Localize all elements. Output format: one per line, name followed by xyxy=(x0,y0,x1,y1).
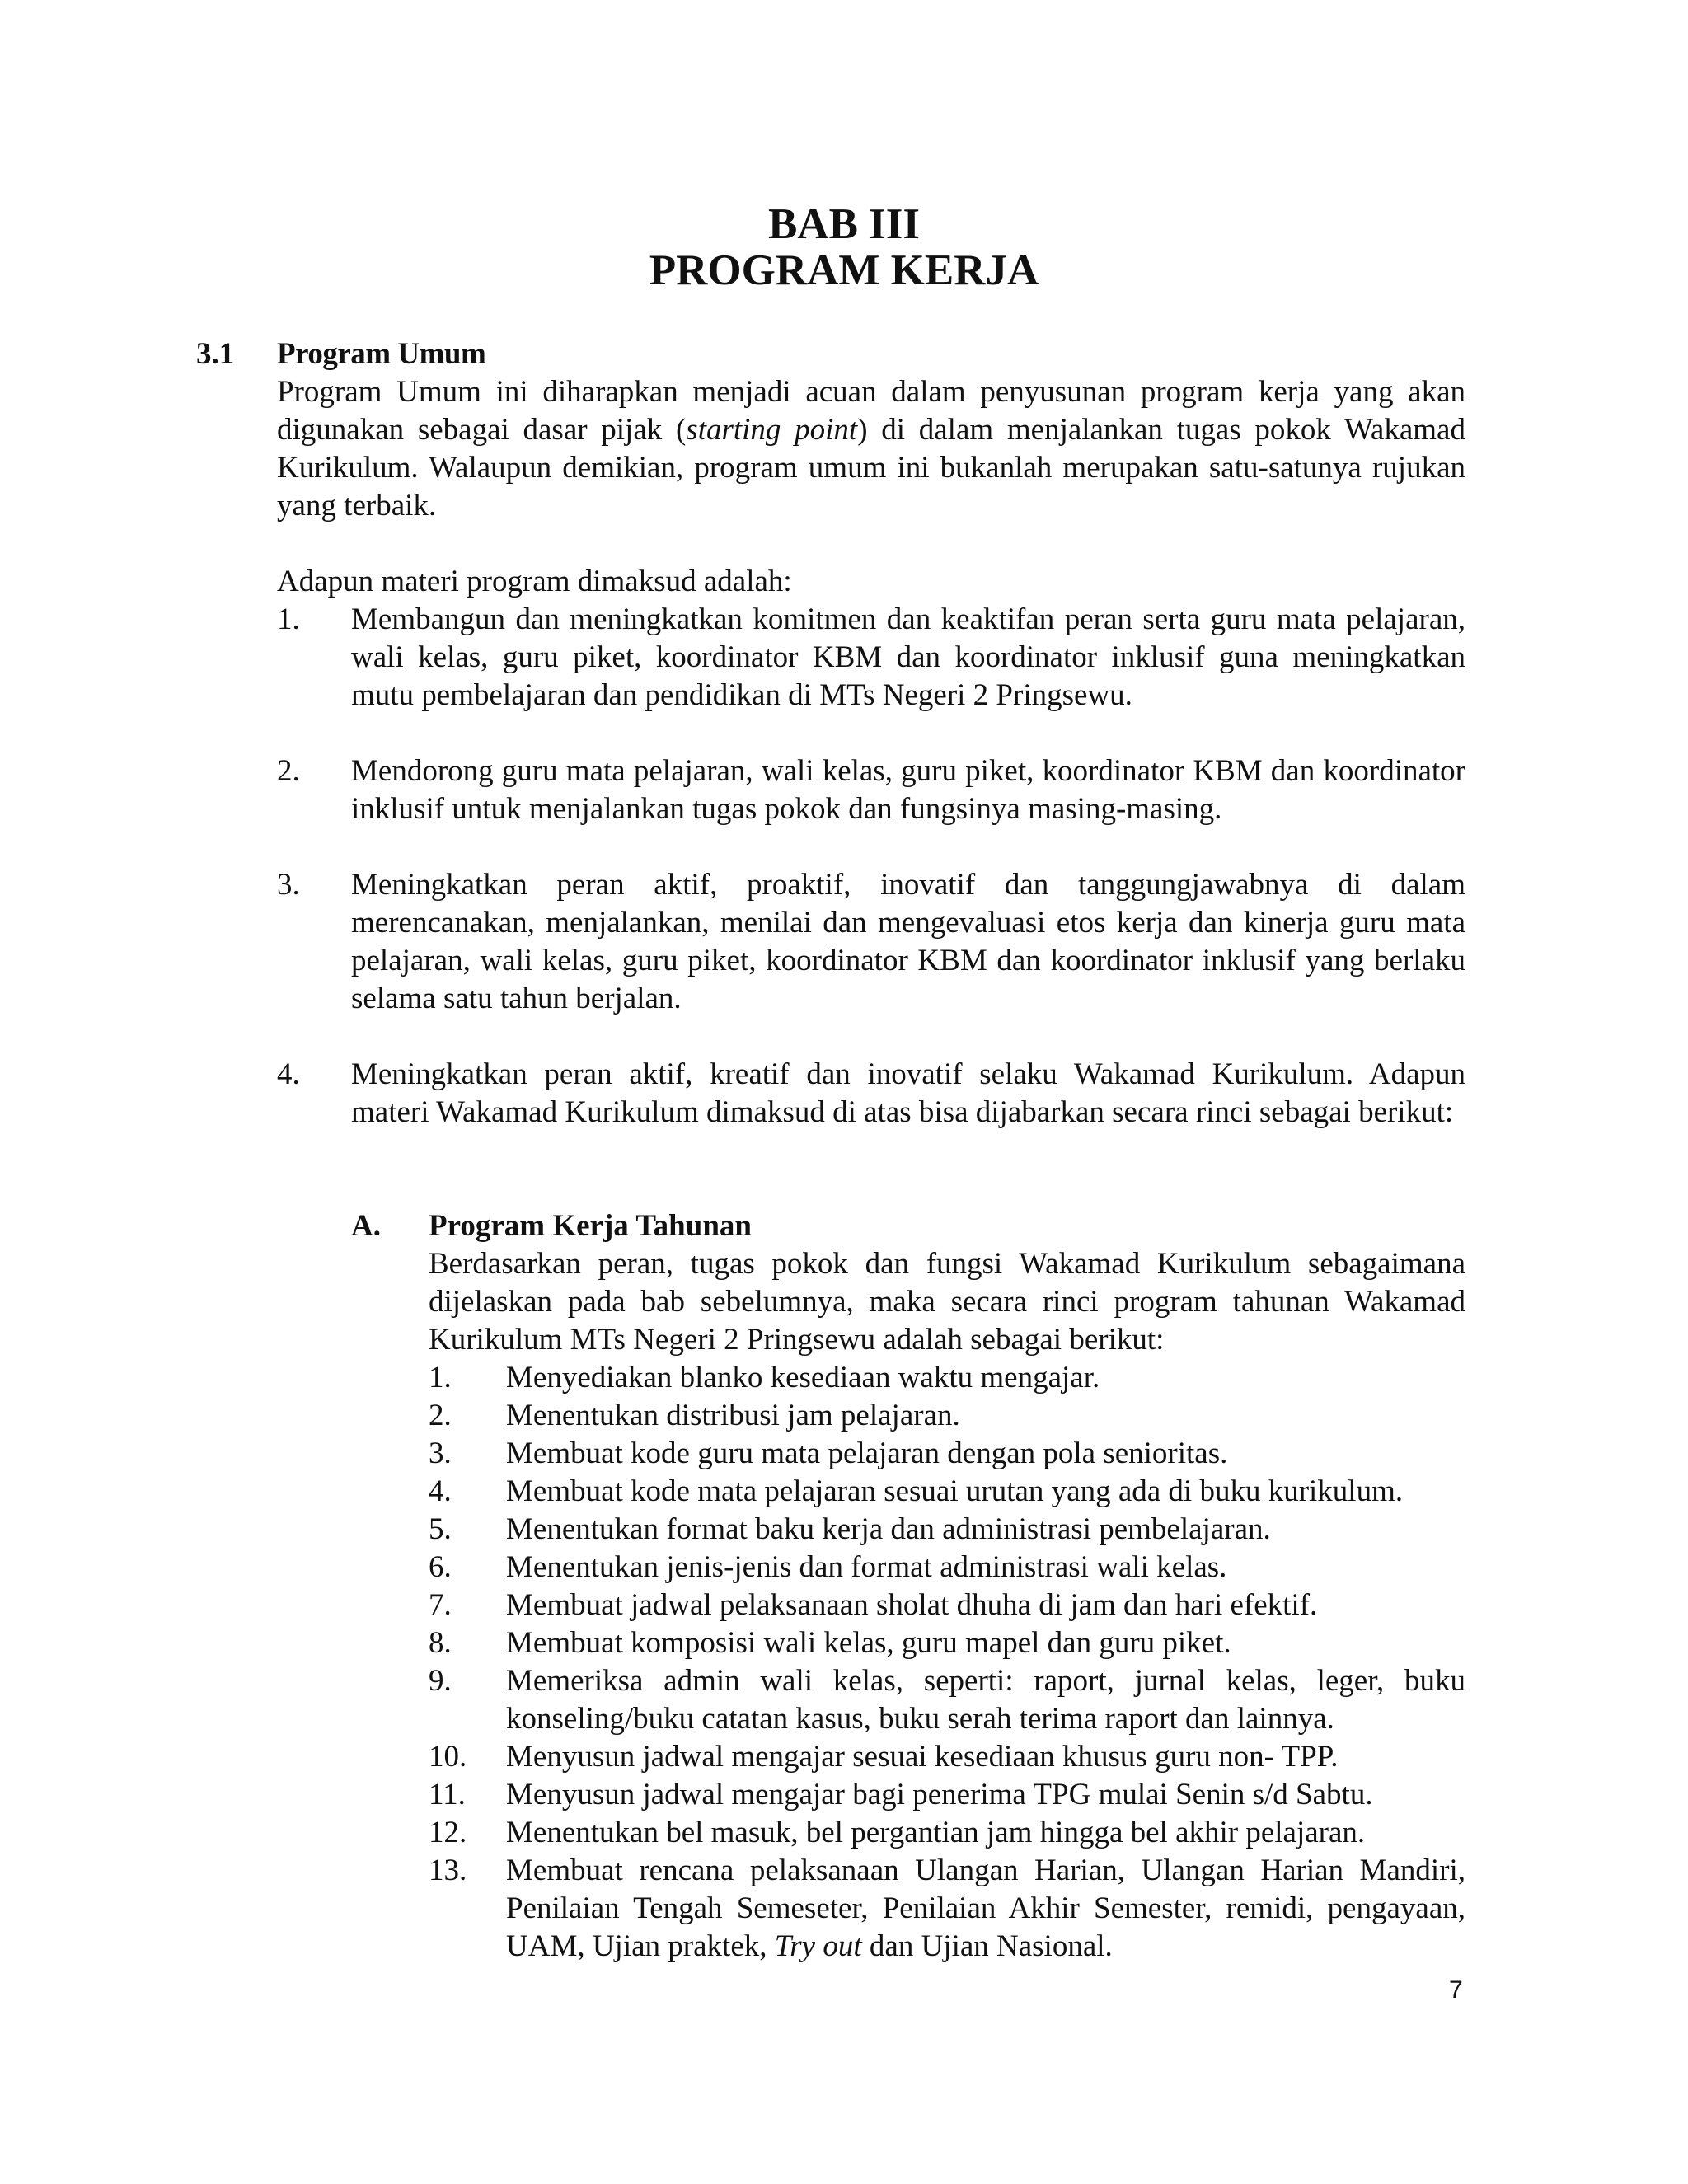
task-text-part: Membuat rencana pelaksanaan Ulangan Harian, Ulangan Harian Mandiri, Penilaian Tengah Semeseter, Penilaian Akhir Semester, remidi, pengayaan, UAM, Ujian praktek, xyxy=(506,1854,1465,1963)
subsection-letter: A. xyxy=(351,1209,381,1243)
task-italic-term: Try out xyxy=(774,1929,862,1963)
task-item xyxy=(429,1359,1465,1397)
task-text: Menentukan jenis-jenis dan format administrasi wali kelas. xyxy=(506,1550,1227,1584)
task-item xyxy=(429,1662,1465,1738)
task-text: Menentukan distribusi jam pelajaran. xyxy=(506,1399,960,1432)
list-item-number: 3. xyxy=(277,868,300,902)
task-list xyxy=(429,1359,1465,1966)
task-text: Menyediakan blanko kesediaan waktu mengajar. xyxy=(506,1361,1100,1394)
task-item xyxy=(429,1852,1465,1966)
chapter-label: BAB III xyxy=(767,200,921,248)
list-item-text: Membangun dan meningkatkan komitmen dan keaktifan peran serta guru mata pelajaran, wali kelas, guru piket, koordinator KBM dan koordinator inklusif guna meningkatkan mutu pembelajaran dan pendidikan di MTs Negeri 2 Pringsewu. xyxy=(351,602,1465,712)
task-number: 7. xyxy=(429,1588,452,1622)
task-item xyxy=(429,1586,1465,1624)
list-item-number: 4. xyxy=(277,1057,300,1091)
list-item-number: 2. xyxy=(277,754,300,788)
section-intro-paragraph xyxy=(277,373,1465,525)
task-text: Menentukan format baku kerja dan administrasi pembelajaran. xyxy=(506,1512,1271,1546)
task-number: 6. xyxy=(429,1550,452,1584)
task-item xyxy=(429,1776,1465,1814)
materi-intro: Adapun materi program dimaksud adalah: xyxy=(277,565,792,598)
task-text: Membuat komposisi wali kelas, guru mapel dan guru piket. xyxy=(506,1626,1231,1660)
task-text xyxy=(506,1852,1465,1966)
list-item-number: 1. xyxy=(277,602,300,636)
task-text: Menyusun jadwal mengajar sesuai kesediaan khusus guru non- TPP. xyxy=(506,1740,1339,1774)
task-number: 8. xyxy=(429,1626,452,1660)
task-item xyxy=(429,1511,1465,1549)
subsection-title: Program Kerja Tahunan xyxy=(429,1209,752,1243)
task-item xyxy=(429,1473,1465,1511)
task-number: 4. xyxy=(429,1474,452,1508)
task-text: Memeriksa admin wali kelas, seperti: raport, jurnal kelas, leger, buku konseling/buku catatan kasus, buku serah terima raport dan lainnya. xyxy=(506,1664,1465,1736)
subsection-intro: Berdasarkan peran, tugas pokok dan fungsi Wakamad Kurikulum sebagaimana dijelaskan pada bab sebelumnya, maka secara rinci program tahunan Wakamad Kurikulum MTs Negeri 2 Pringsewu adalah sebagai berikut: xyxy=(429,1247,1465,1357)
list-item-text: Mendorong guru mata pelajaran, wali kelas, guru piket, koordinator KBM dan koordinator inklusif untuk menjalankan tugas pokok dan fungsinya masing-masing. xyxy=(351,754,1465,826)
list-item-text: Meningkatkan peran aktif, kreatif dan inovatif selaku Wakamad Kurikulum. Adapun materi Wakamad Kurikulum dimaksud di atas bisa dijabarkan secara rinci sebagai berikut: xyxy=(351,1057,1465,1129)
task-item xyxy=(429,1435,1465,1473)
intro-text-part: Program Umum ini diharapkan menjadi acuan dalam penyusunan program kerja yang akan digunakan sebagai dasar pijak ( xyxy=(277,375,1465,447)
task-text: Membuat jadwal pelaksanaan sholat dhuha di jam dan hari efektif. xyxy=(506,1588,1318,1622)
task-text: Menyusun jadwal mengajar bagi penerima TPG mulai Senin s/d Sabtu. xyxy=(506,1778,1373,1811)
intro-text-part: ) di dalam menjalankan tugas pokok Wakamad Kurikulum. Walaupun demikian, program umum ini bukanlah merupakan satu-satunya rujukan yang terbaik. xyxy=(277,413,1465,523)
task-number: 13. xyxy=(429,1854,467,1887)
section-number: 3.1 xyxy=(196,337,235,371)
task-item xyxy=(429,1549,1465,1586)
section-title: Program Umum xyxy=(277,337,486,371)
task-number: 3. xyxy=(429,1436,452,1470)
task-item xyxy=(429,1397,1465,1435)
task-number: 2. xyxy=(429,1399,452,1432)
chapter-title: PROGRAM KERJA xyxy=(649,246,1039,294)
task-number: 9. xyxy=(429,1664,452,1698)
task-text-part: dan Ujian Nasional. xyxy=(861,1929,1113,1963)
task-text: Membuat kode guru mata pelajaran dengan pola senioritas. xyxy=(506,1436,1228,1470)
page-number: 7 xyxy=(1449,1976,1463,2004)
task-number: 5. xyxy=(429,1512,452,1546)
task-item xyxy=(429,1738,1465,1776)
task-number: 11. xyxy=(429,1778,466,1811)
task-number: 1. xyxy=(429,1361,452,1394)
task-number: 10. xyxy=(429,1740,467,1774)
task-text: Membuat kode mata pelajaran sesuai urutan yang ada di buku kurikulum. xyxy=(506,1474,1404,1508)
task-item xyxy=(429,1624,1465,1662)
list-item-text: Meningkatkan peran aktif, proaktif, inovatif dan tanggungjawabnya di dalam merencanakan, menjalankan, menilai dan mengevaluasi etos kerja dan kinerja guru mata pelajaran, wali kelas, guru piket, koordinator KBM dan koordinator inklusif yang berlaku selama satu tahun berjalan. xyxy=(351,868,1465,1015)
task-text: Menentukan bel masuk, bel pergantian jam hingga bel akhir pelajaran. xyxy=(506,1816,1366,1849)
task-number: 12. xyxy=(429,1816,467,1849)
task-item xyxy=(429,1814,1465,1852)
intro-italic-term: starting point xyxy=(686,413,858,447)
